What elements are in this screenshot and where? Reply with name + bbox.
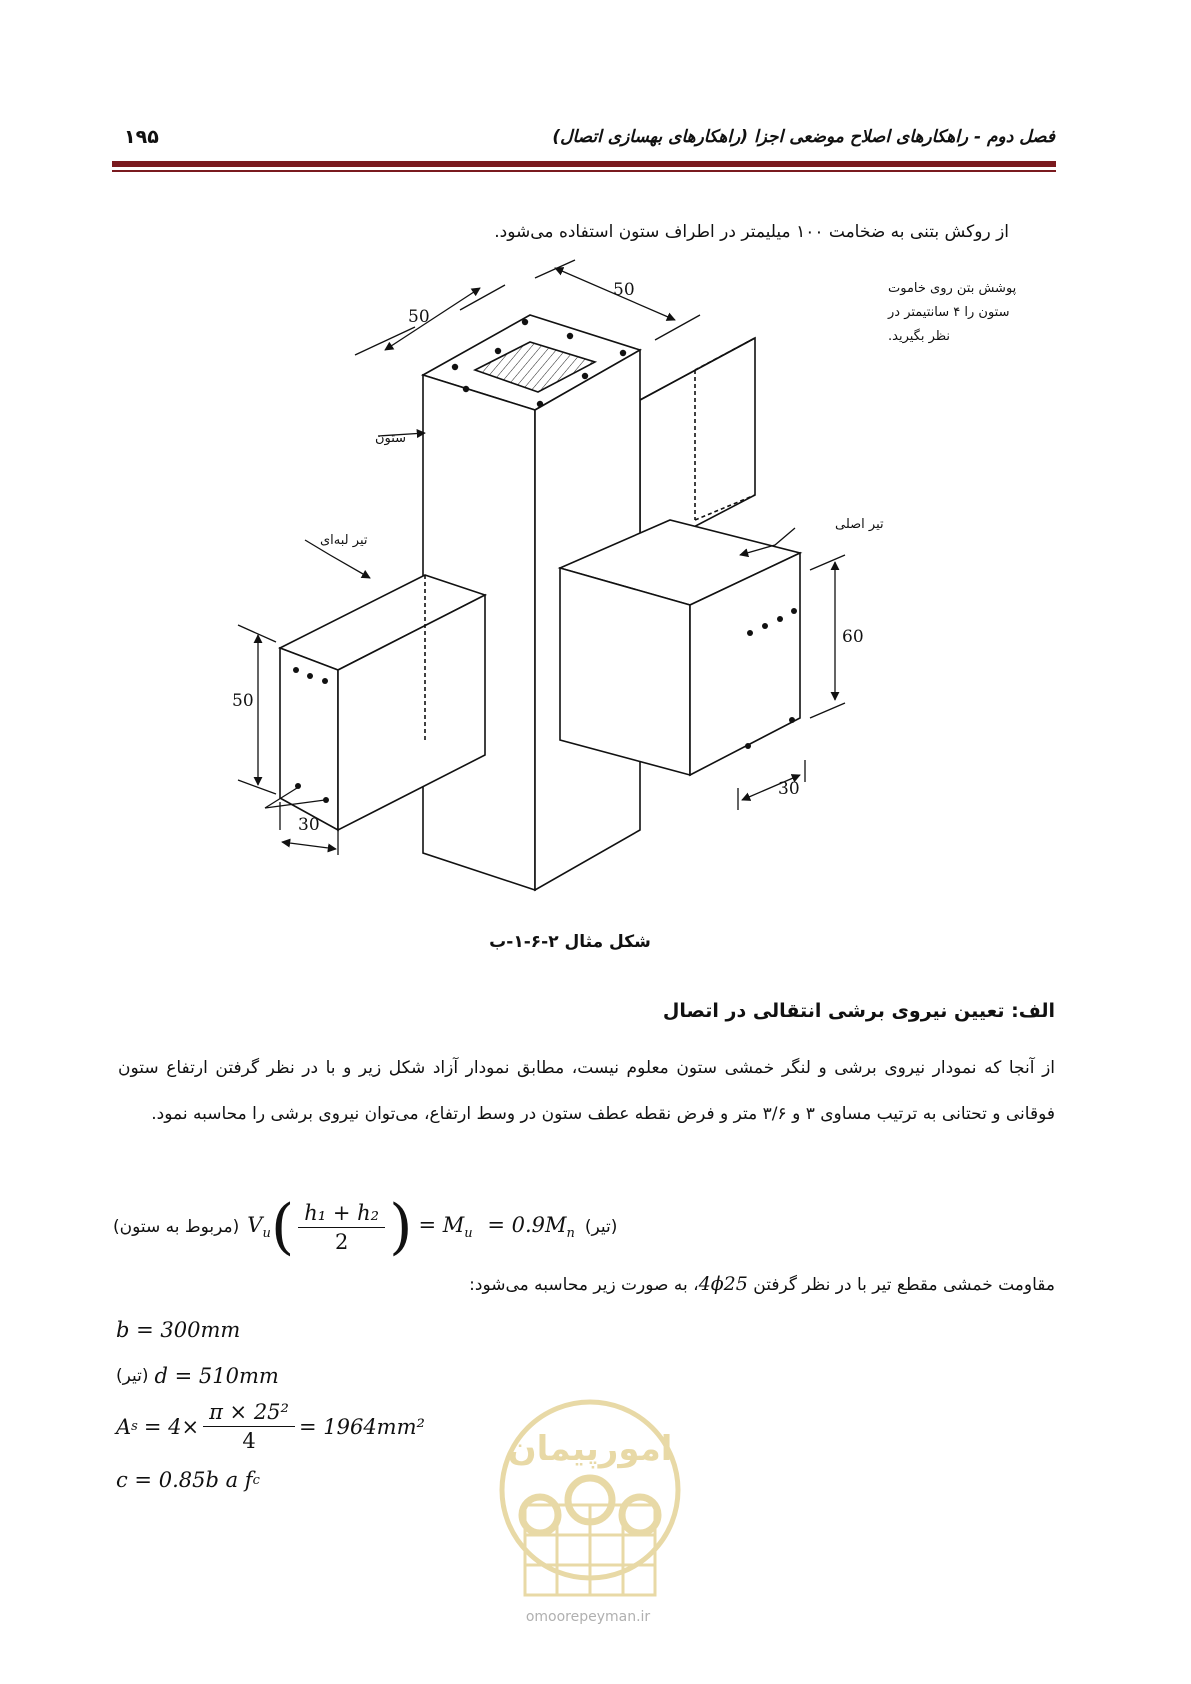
- eq1-rhs2-sub: n: [566, 1226, 575, 1242]
- eq-as-lhs: A: [116, 1414, 132, 1439]
- watermark-logo: [495, 1385, 685, 1605]
- eq-as-row: [116, 1400, 425, 1453]
- dim-main-beam-height: 60: [842, 627, 864, 647]
- equation-shear: (مربوط به ستون) $V_u$ ( $\frac{\text{h₁ + h₂}}{2}$ ) = $M_u = 0.9M_n$ (تیر): [113, 1192, 618, 1262]
- eq1-fraction: [298, 1201, 385, 1254]
- page-number: ۱۹۵: [124, 126, 159, 148]
- header-rule-thin: [112, 170, 1056, 172]
- eq1-rhs-sub: u: [464, 1226, 473, 1242]
- section-title: الف: تعیین نیروی برشی انتقالی در اتصال: [662, 1000, 1055, 1022]
- eq-c-sub: c: [252, 1472, 260, 1488]
- eq1-v-sub: u: [262, 1226, 271, 1242]
- eq1-right-label: (تیر): [584, 1217, 618, 1237]
- label-column: ستون: [375, 431, 407, 446]
- eq-c-row: [116, 1468, 260, 1492]
- dim-edge-beam-width: 30: [298, 815, 320, 835]
- line2-after: ، به صورت زیر محاسبه می‌شود:: [469, 1275, 699, 1295]
- eq-d-row: [116, 1364, 279, 1388]
- dim-main-beam-width: 30: [778, 779, 800, 799]
- eq-as-num: π × 25²: [203, 1400, 295, 1427]
- eq-d-label: (تیر): [116, 1366, 149, 1386]
- eq-as-rhs: = 1964mm²: [298, 1414, 425, 1439]
- main-beam-back: [640, 338, 755, 555]
- eq1-v: V: [247, 1212, 263, 1237]
- main-beam-side: [560, 568, 690, 775]
- eq-b: b = 300mm: [116, 1318, 241, 1342]
- dim-column-left: 50: [408, 307, 430, 327]
- intro-text: از روکش بتنی به ضخامت ۱۰۰ میلیمتر در اطراف ستون استفاده می‌شود.: [494, 222, 1009, 242]
- joint-figure: [230, 270, 1017, 890]
- line2-math: 4ϕ25: [698, 1273, 748, 1295]
- running-header: فصل دوم - راهکارهای اصلاح موضعی اجزا (راهکارهای بهسازی اتصال): [552, 127, 1055, 147]
- eq-as-fraction: [203, 1400, 295, 1453]
- eq-c: c = 0.85b a f: [116, 1468, 253, 1492]
- eq-d: d = 510mm: [154, 1364, 279, 1388]
- dim-edge-beam-height: 50: [232, 691, 254, 711]
- note-line-2: ستون را ۴ سانتیمتر در: [888, 305, 1010, 320]
- eq-as-den: 4: [242, 1429, 256, 1453]
- figure-caption: شکل مثال ۲-۶-۱-ب: [489, 932, 651, 952]
- line2-before: مقاومت خمشی مقطع تیر با در نظر گرفتن: [747, 1275, 1055, 1295]
- eq1-rhs2: = 0.9M: [487, 1212, 567, 1237]
- dim-column-right: 50: [613, 280, 635, 300]
- eq1-left-label: (مربوط به ستون): [113, 1217, 240, 1237]
- watermark-url: omoorepeyman.ir: [525, 1609, 651, 1625]
- note-line-1: پوشش بتن روی خاموت: [888, 281, 1017, 296]
- note-line-3: نظر بگیرید.: [888, 329, 951, 344]
- body-paragraph: از آنجا که نمودار نیروی برشی و لنگر خمشی ستون معلوم نیست، مطابق نمودار آزاد شکل زیر و با در نظر گرفتن ارتفاع ستون فوقانی و تحتانی به ترتیب مساوی ۳ و ۳/۶ متر و فرض نقطه عطف ستون در وسط ارتفاع، می‌توان نیروی برشی را محاسبه نمود.: [118, 1058, 1055, 1124]
- eq-as-sub: s: [131, 1419, 138, 1434]
- text-line-moment: [469, 1273, 1055, 1295]
- label-edge-beam: تیر لبه‌ای: [320, 533, 368, 548]
- header-rule-thick: [112, 161, 1056, 167]
- eq1-num: h₁ + h₂: [298, 1201, 385, 1228]
- eq-as-eq: = 4×: [143, 1414, 200, 1439]
- eq1-den: 2: [334, 1229, 349, 1254]
- eq1-rhs: = M: [418, 1212, 465, 1237]
- watermark-name: امورپیمان: [507, 1429, 673, 1469]
- label-main-beam: تیر اصلی: [835, 517, 884, 532]
